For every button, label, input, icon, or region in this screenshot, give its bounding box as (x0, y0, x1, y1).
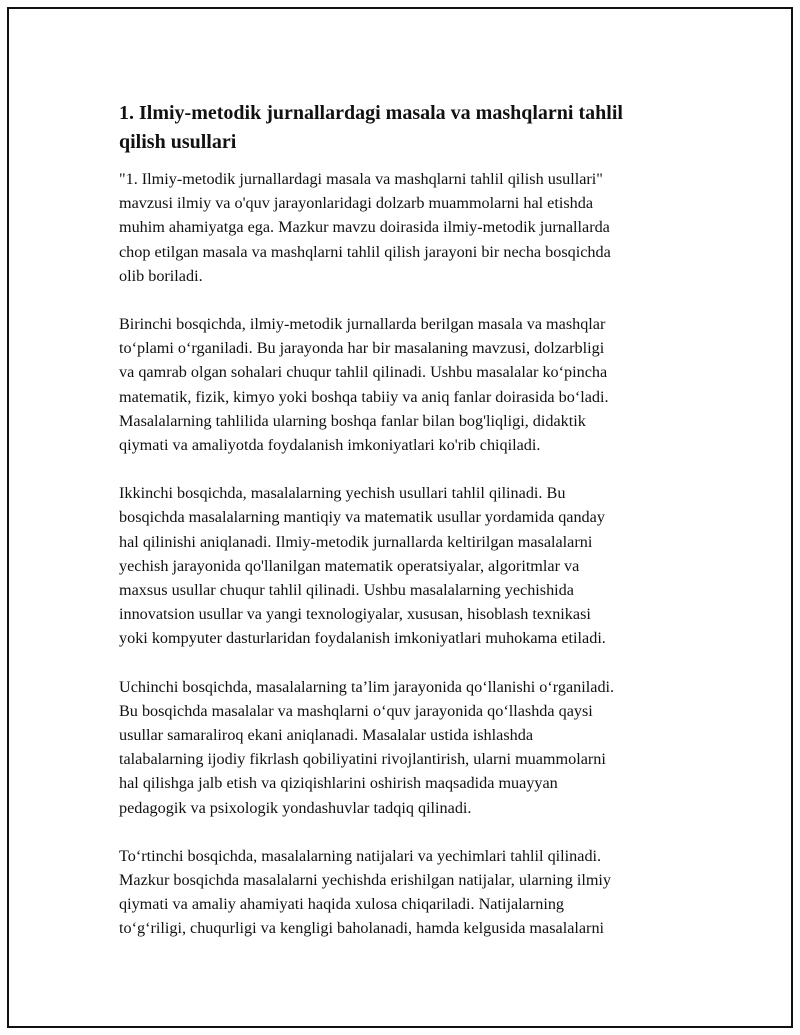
text-line: to‘g‘riligi, chuqurligi va kengligi baholanadi, hamda kelgusida masalalarni (119, 919, 605, 938)
document-title (119, 99, 694, 157)
text-line: pedagogik va psixologik yondashuvlar tadqiq qilinadi. (119, 798, 472, 817)
text-line: hal qilishga jalb etish va qiziqishlarini oshirish maqsadida muayyan (119, 774, 558, 793)
document-page (7, 7, 793, 1028)
text-line: bosqichda masalalarning mantiqiy va matematik usullar yordamida qanday (119, 508, 605, 527)
text-line: matematik, fizik, kimyo yoki boshqa tabiiy va aniq fanlar doirasida bo‘ladi. (119, 387, 609, 406)
text-line: chop etilgan masala va mashqlarni tahlil qilish jarayoni bir necha bosqichda (119, 242, 611, 261)
text-line: Birinchi bosqichda, ilmiy-metodik jurnallarda berilgan masala va mashqlar (119, 315, 606, 334)
text-line: yoki kompyuter dasturlaridan foydalanish imkoniyatlari muhokama etiladi. (119, 629, 606, 648)
text-line: To‘rtinchi bosqichda, masalalarning natijalari va yechimlari tahlil qilinadi. (119, 846, 602, 865)
paragraph-stage-one (119, 312, 694, 457)
text-line: to‘plami o‘rganiladi. Bu jarayonda har bir masalaning mavzusi, dolzarbligi (119, 339, 605, 358)
text-line: Ikkinchi bosqichda, masalalarning yechish usullari tahlil qilinadi. Bu (119, 484, 566, 503)
text-line: Masalalarning tahlilida ularning boshqa fanlar bilan bog'liqligi, didaktik (119, 411, 586, 430)
text-line: qiymati va amaliyotda foydalanish imkoniyatlari ko'rib chiqiladi. (119, 436, 541, 455)
text-line: mavzusi ilmiy va o'quv jarayonlaridagi dolzarb muammolarni hal etishda (119, 194, 594, 213)
text-line: Uchinchi bosqichda, masalalarning ta’lim jarayonida qo‘llanishi o‘rganiladi. (119, 677, 615, 696)
text-line: "1. Ilmiy-metodik jurnallardagi masala va mashqlarni tahlil qilish usullari" (119, 170, 603, 188)
paragraph-stage-three (119, 675, 694, 820)
title-line: 1. Ilmiy-metodik jurnallardagi masala va mashqlarni tahlil (119, 102, 623, 124)
text-line: innovatsion usullar va yangi texnologiyalar, xususan, hisoblash texnikasi (119, 605, 591, 624)
text-line: yechish jarayonida qo'llanilgan matematik operatsiyalar, algoritmlar va (119, 556, 580, 575)
document-content (119, 99, 694, 965)
text-line: usullar samaraliroq ekani aniqlanadi. Masalalar ustida ishlashda (119, 726, 533, 745)
paragraph-intro (119, 167, 694, 288)
text-line: olib boriladi. (119, 266, 203, 285)
paragraph-stage-four (119, 844, 694, 941)
text-line: talabalarning ijodiy fikrlash qobiliyatini rivojlantirish, ularni muammolarni (119, 750, 606, 769)
text-line: maxsus usullar chuqur tahlil qilinadi. Ushbu masalalarning yechishida (119, 581, 574, 600)
text-line: Mazkur bosqichda masalalarni yechishda erishilgan natijalar, ularning ilmiy (119, 871, 612, 890)
text-line: hal qilinishi aniqlanadi. Ilmiy-metodik jurnallarda keltirilgan masalalarni (119, 532, 593, 551)
paragraph-stage-two (119, 481, 694, 650)
text-line: muhim ahamiyatga ega. Mazkur mavzu doirasida ilmiy-metodik jurnallarda (119, 218, 610, 237)
title-line: qilish usullari (119, 131, 237, 153)
text-line: Bu bosqichda masalalar va mashqlarni o‘quv jarayonida qo‘llashda qaysi (119, 701, 593, 720)
text-line: va qamrab olgan sohalari chuqur tahlil qilinadi. Ushbu masalalar ko‘pincha (119, 363, 608, 382)
text-line: qiymati va amaliy ahamiyati haqida xulosa chiqariladi. Natijalarning (119, 895, 565, 914)
